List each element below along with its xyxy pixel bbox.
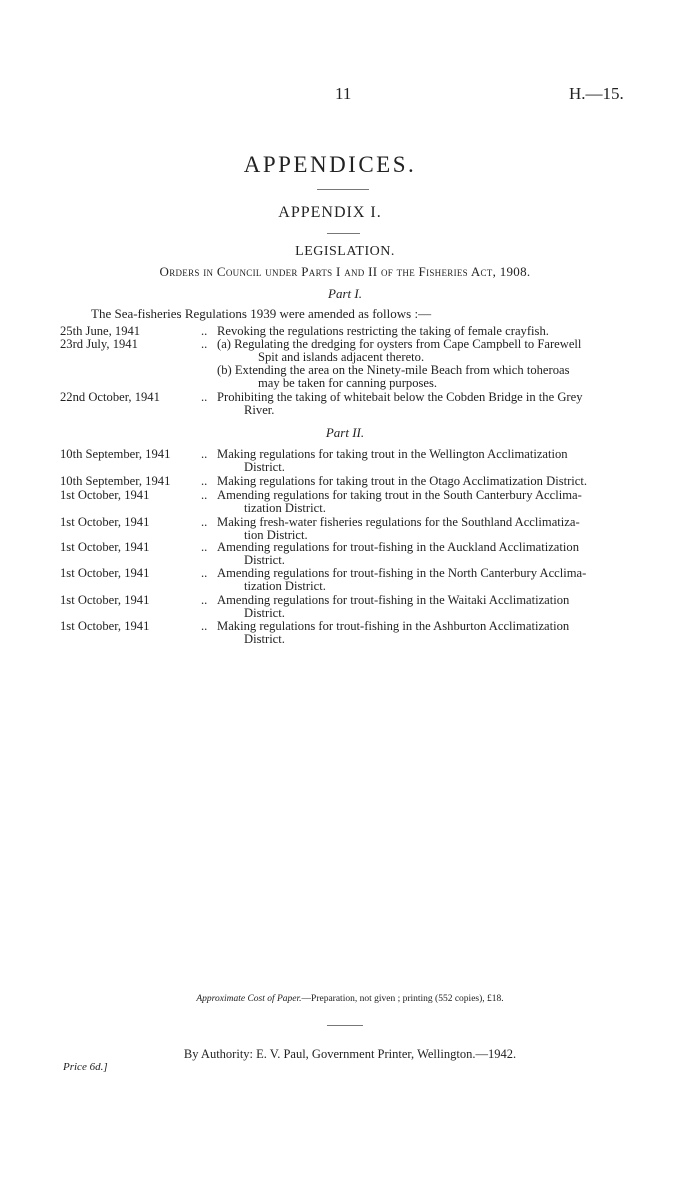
leader-dots: .. (201, 515, 208, 529)
description-line: Making regulations for taking trout in the Otago Acclimatization District. (217, 474, 588, 488)
entry-date: 1st October, 1941 (60, 515, 150, 529)
entry-description (217, 448, 630, 474)
entry-description (217, 475, 630, 488)
entry-description (217, 516, 630, 542)
entry-date: 1st October, 1941 (60, 488, 150, 502)
cost-label: Approximate Cost of Paper. (196, 994, 302, 1004)
part-two-heading: Part II. (325, 425, 365, 440)
leader-dots: .. (201, 488, 208, 502)
entry-date: 10th September, 1941 (60, 447, 171, 461)
description-line: Amending regulations for trout-fishing in the Auckland Acclimatization (217, 540, 579, 554)
entry-date: 23rd July, 1941 (60, 337, 138, 351)
description-line: may be taken for canning purposes. (258, 376, 438, 390)
description-line: Revoking the regulations restricting the taking of female crayfish. (217, 324, 549, 338)
entry-description (217, 489, 630, 515)
description-line: tization District. (244, 579, 326, 593)
description-line: (b) Extending the area on the Ninety-mile Beach from which toheroas (217, 363, 570, 377)
printer-authority: By Authority: E. V. Paul, Government Printer, Wellington.—1942. (183, 1047, 517, 1061)
leader-dots: .. (201, 619, 208, 633)
description-line: Spit and islands adjacent thereto. (258, 350, 425, 364)
appendix-heading: APPENDIX I. (278, 204, 382, 221)
entry-description (217, 594, 630, 620)
entry-date: 22nd October, 1941 (60, 390, 160, 404)
page-title: APPENDICES. (243, 152, 417, 177)
cost-note (0, 994, 700, 1004)
entry-date: 1st October, 1941 (60, 540, 150, 554)
description-line: District. (244, 553, 285, 567)
description-line: Prohibiting the taking of whitebait below the Cobden Bridge in the Grey (217, 390, 583, 404)
entry-date: 1st October, 1941 (60, 619, 150, 633)
leader-dots: .. (201, 540, 208, 554)
entry-description (217, 391, 630, 417)
divider (327, 233, 360, 234)
divider (317, 189, 369, 190)
description-line: River. (244, 403, 275, 417)
entry-description (217, 620, 630, 646)
cost-text: —Preparation, not given ; printing (552 copies), £18. (301, 994, 504, 1004)
section-heading: LEGISLATION. (295, 244, 395, 259)
part-one-intro: The Sea-fisheries Regulations 1939 were amended as follows :— (91, 306, 432, 321)
description-line: Making regulations for taking trout in the Wellington Acclimatization (217, 447, 568, 461)
leader-dots: .. (201, 593, 208, 607)
entry-description (217, 541, 630, 567)
description-line: tization District. (244, 501, 326, 515)
description-line: Making fresh-water fisheries regulations for the Southland Acclimatiza- (217, 515, 580, 529)
leader-dots: .. (201, 337, 208, 351)
entry-date: 10th September, 1941 (60, 474, 171, 488)
entry-description (217, 338, 630, 390)
leader-dots: .. (201, 447, 208, 461)
description-line: Amending regulations for trout-fishing in the Waitaki Acclimatization (217, 593, 570, 607)
entry-date: 1st October, 1941 (60, 566, 150, 580)
leader-dots: .. (201, 474, 208, 488)
price-note: Price 6d.] (63, 1061, 108, 1073)
description-line: District. (244, 460, 285, 474)
part-one-heading: Part I. (328, 286, 362, 301)
leader-dots: .. (201, 566, 208, 580)
divider (327, 1025, 363, 1026)
description-line: Making regulations for trout-fishing in the Ashburton Acclimatization (217, 619, 570, 633)
description-line: tion District. (244, 528, 308, 542)
leader-dots: .. (201, 324, 208, 338)
description-line: District. (244, 606, 285, 620)
document-reference: H.—15. (569, 84, 624, 103)
page-number: 11 (335, 84, 352, 103)
entry-date: 1st October, 1941 (60, 593, 150, 607)
description-line: Amending regulations for trout-fishing in the North Canterbury Acclima- (217, 566, 587, 580)
description-line: District. (244, 632, 285, 646)
entry-description (217, 567, 630, 593)
entry-date: 25th June, 1941 (60, 324, 141, 338)
leader-dots: .. (201, 390, 208, 404)
orders-heading: Orders in Council under Parts I and II of the Fisheries Act, 1908. (159, 264, 531, 279)
description-line: Amending regulations for taking trout in the South Canterbury Acclima- (217, 488, 582, 502)
description-line: (a) Regulating the dredging for oysters from Cape Campbell to Farewell (217, 337, 582, 351)
